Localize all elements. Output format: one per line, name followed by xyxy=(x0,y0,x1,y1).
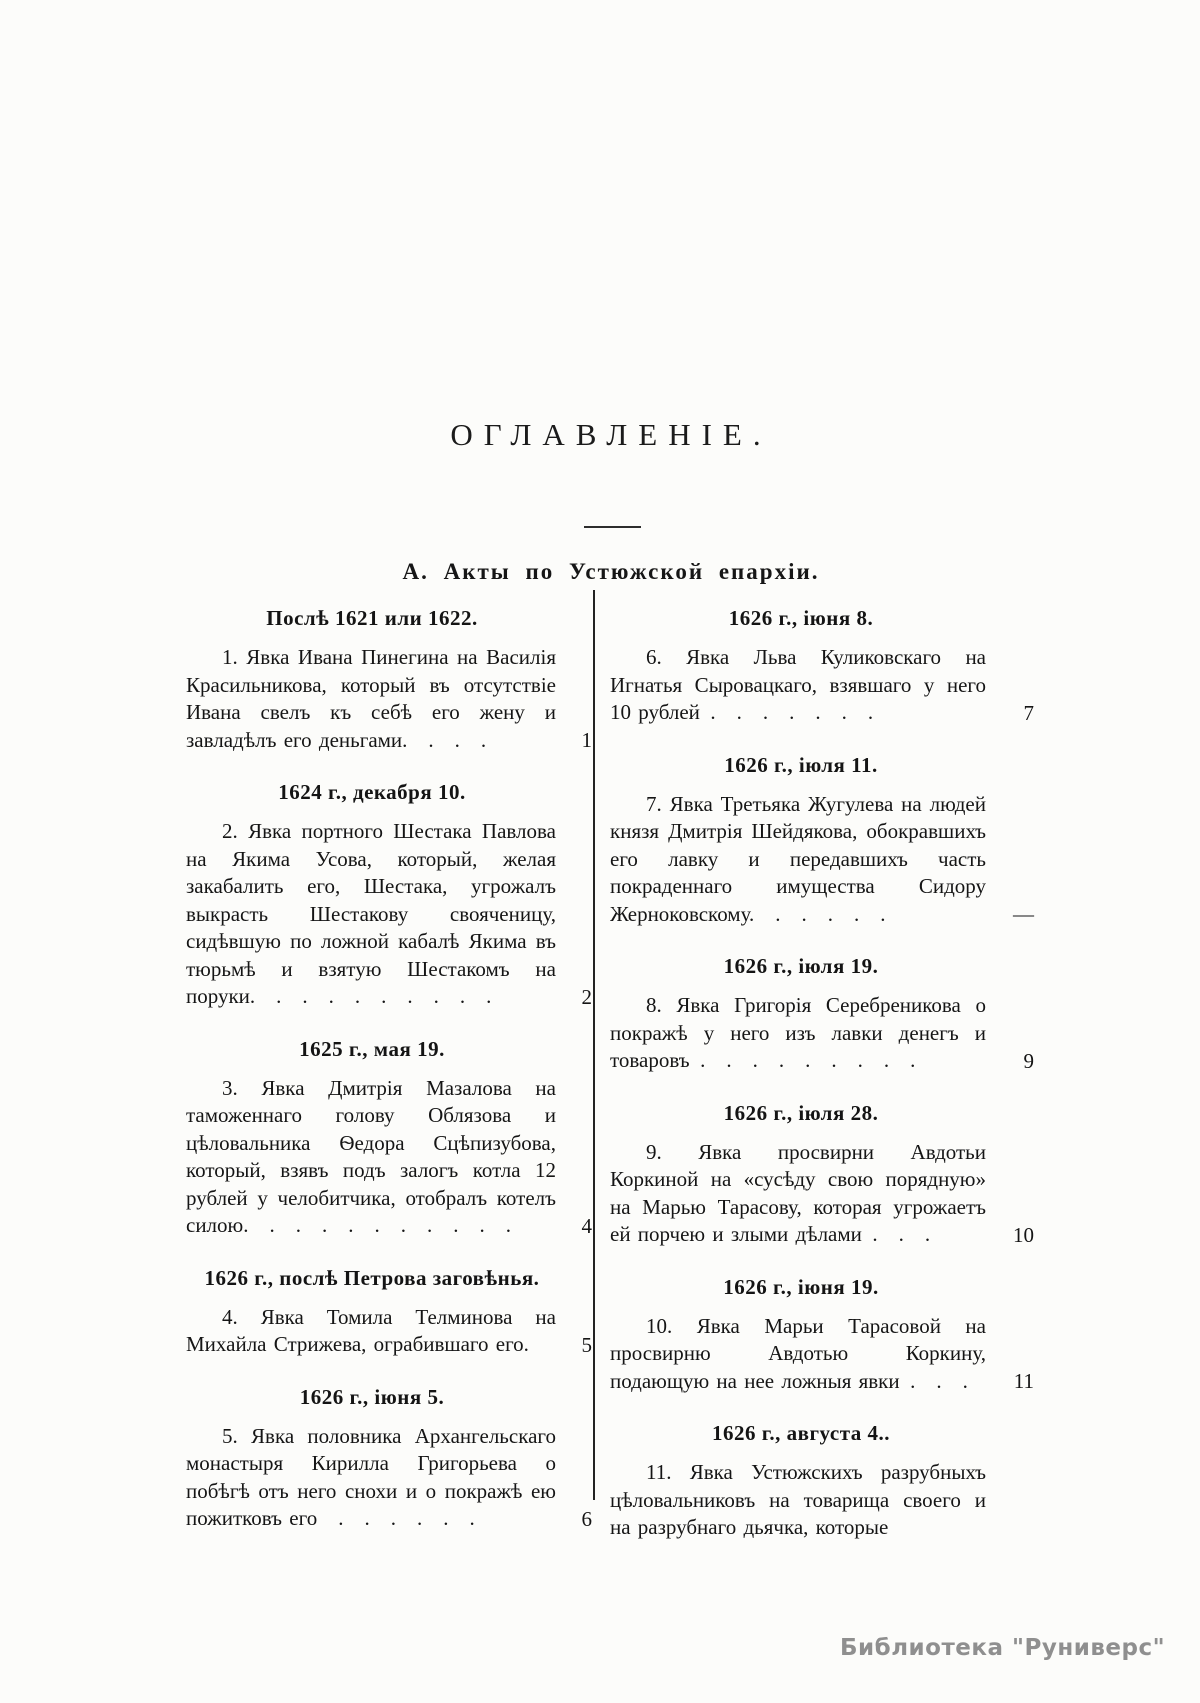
toc-entry xyxy=(610,992,1036,1075)
entry-page-number: 2 xyxy=(581,984,592,1009)
toc-section xyxy=(610,1101,1036,1249)
toc-section xyxy=(186,1266,594,1359)
toc-entry xyxy=(186,818,594,1011)
toc-entry xyxy=(610,644,1036,727)
entry-page-number: — xyxy=(1013,902,1034,926)
toc-section xyxy=(186,1385,594,1533)
entry-text: 9. Явка просвирни Авдотьи Коркиной на «сусѣду свою порядную» на Марью Тарасову, которая угрожаетъ ей порчею и злыми дѣлами . . . xyxy=(610,1139,986,1246)
entry-text: 2. Явка портного Шестака Павлова на Якима Усова, который, желая закабалить его, Шестака, угрожалъ выкрасть Шестакову свояченицу, сидѣвшую по ложной кабалѣ Якима въ тюрьмѣ и взятую Шестакомъ на поруки. . . . . . . . . . xyxy=(186,819,556,1008)
library-watermark: Библиотека "Руниверс" xyxy=(840,1635,1166,1661)
toc-section xyxy=(610,606,1036,727)
toc-section xyxy=(610,954,1036,1075)
entry-text: 1. Явка Ивана Пинегина на Василія Красильникова, который въ отсутствіе Ивана свелъ къ себѣ его жену и завладѣлъ его деньгами. . . . xyxy=(186,645,556,752)
entry-page-number: 9 xyxy=(1023,1048,1034,1073)
toc-entry xyxy=(610,791,1036,929)
entry-page-number: 4 xyxy=(581,1213,592,1238)
toc-entry xyxy=(186,1423,594,1533)
toc-entry xyxy=(186,644,594,754)
toc-section xyxy=(186,606,594,754)
entry-page-number: 6 xyxy=(581,1506,592,1531)
entry-text: 6. Явка Льва Куликовскаго на Игнатья Сыровацкаго, взявшаго у него 10 рублей . . . . . . . xyxy=(610,645,986,724)
section-date-header: 1626 г., іюля 11. xyxy=(724,752,878,777)
entry-page-number: 7 xyxy=(1023,700,1034,725)
entry-text: 8. Явка Григорія Серебреникова о покражѣ у него изъ лавки денегъ и товаровъ . . . . . . . . . xyxy=(610,993,986,1072)
toc-section xyxy=(610,1275,1036,1396)
toc-entry xyxy=(610,1459,1036,1542)
toc-section xyxy=(610,1421,1036,1542)
entry-text: 4. Явка Томила Телминова на Михайла Стрижева, ограбившаго его. xyxy=(186,1304,556,1356)
title-divider-rule xyxy=(584,526,641,528)
toc-right-column xyxy=(610,604,1036,1542)
toc-left-column xyxy=(186,604,594,1533)
entry-text: 11. Явка Устюжскихъ разрубныхъ цѣловальниковъ на товарища своего и на разрубнаго дьячка, которые xyxy=(610,1460,986,1539)
section-date-header: 1626 г., іюля 28. xyxy=(723,1100,879,1125)
section-date-header: 1626 г., послѣ Петрова заговѣнья. xyxy=(204,1265,540,1290)
entry-text: 3. Явка Дмитрія Мазалова на таможеннаго голову Облязова и цѣловальника Ѳедора Сцѣпизубова, который, взявъ подъ залогъ котла 12 рублей у челобитчика, отобралъ котелъ силою. . . . . . . . . . . xyxy=(186,1075,556,1237)
entry-text: 10. Явка Марьи Тарасовой на просвирню Авдотью Коркину, подающую на нее ложныя явки . . . xyxy=(610,1313,986,1393)
section-date-header: Послѣ 1621 или 1622. xyxy=(266,606,478,630)
section-date-header: 1626 г., іюля 19. xyxy=(723,954,879,978)
toc-section xyxy=(610,753,1036,929)
toc-entry xyxy=(186,1075,594,1240)
section-date-header: 1626 г., іюня 8. xyxy=(728,606,874,630)
toc-section xyxy=(186,1037,594,1240)
entry-page-number: 10 xyxy=(1013,1222,1034,1247)
section-date-header: 1626 г., августа 4.. xyxy=(711,1421,891,1445)
section-date-header: 1625 г., мая 19. xyxy=(299,1036,445,1061)
section-date-header: 1626 г., іюня 5. xyxy=(299,1384,445,1409)
toc-section xyxy=(186,780,594,1011)
page-title: ОГЛАВЛЕНІЕ. xyxy=(450,417,772,452)
entry-text: 7. Явка Третьяка Жугулева на людей князя Дмитрія Шейдякова, обокравшихъ его лавку и передавшихъ часть покраденнаго имущества Сидору Жерноковскому. . . . . . xyxy=(610,791,986,926)
entry-page-number: 11 xyxy=(1013,1369,1034,1393)
entry-page-number: 1 xyxy=(581,728,592,752)
entry-page-number: 5 xyxy=(581,1332,592,1357)
toc-entry xyxy=(610,1139,1036,1249)
section-date-header: 1626 г., іюня 19. xyxy=(723,1274,879,1299)
toc-entry xyxy=(186,1304,594,1359)
section-date-header: 1624 г., декабря 10. xyxy=(278,780,466,804)
section-a-heading: А. Акты по Устюжской епархіи. xyxy=(402,559,820,584)
toc-entry xyxy=(610,1313,1036,1396)
entry-text: 5. Явка половника Архангельскаго монастыря Кирилла Григорьева о побѣгѣ отъ него снохи и о покражѣ ею пожитковъ его . . . . . . xyxy=(186,1423,556,1530)
